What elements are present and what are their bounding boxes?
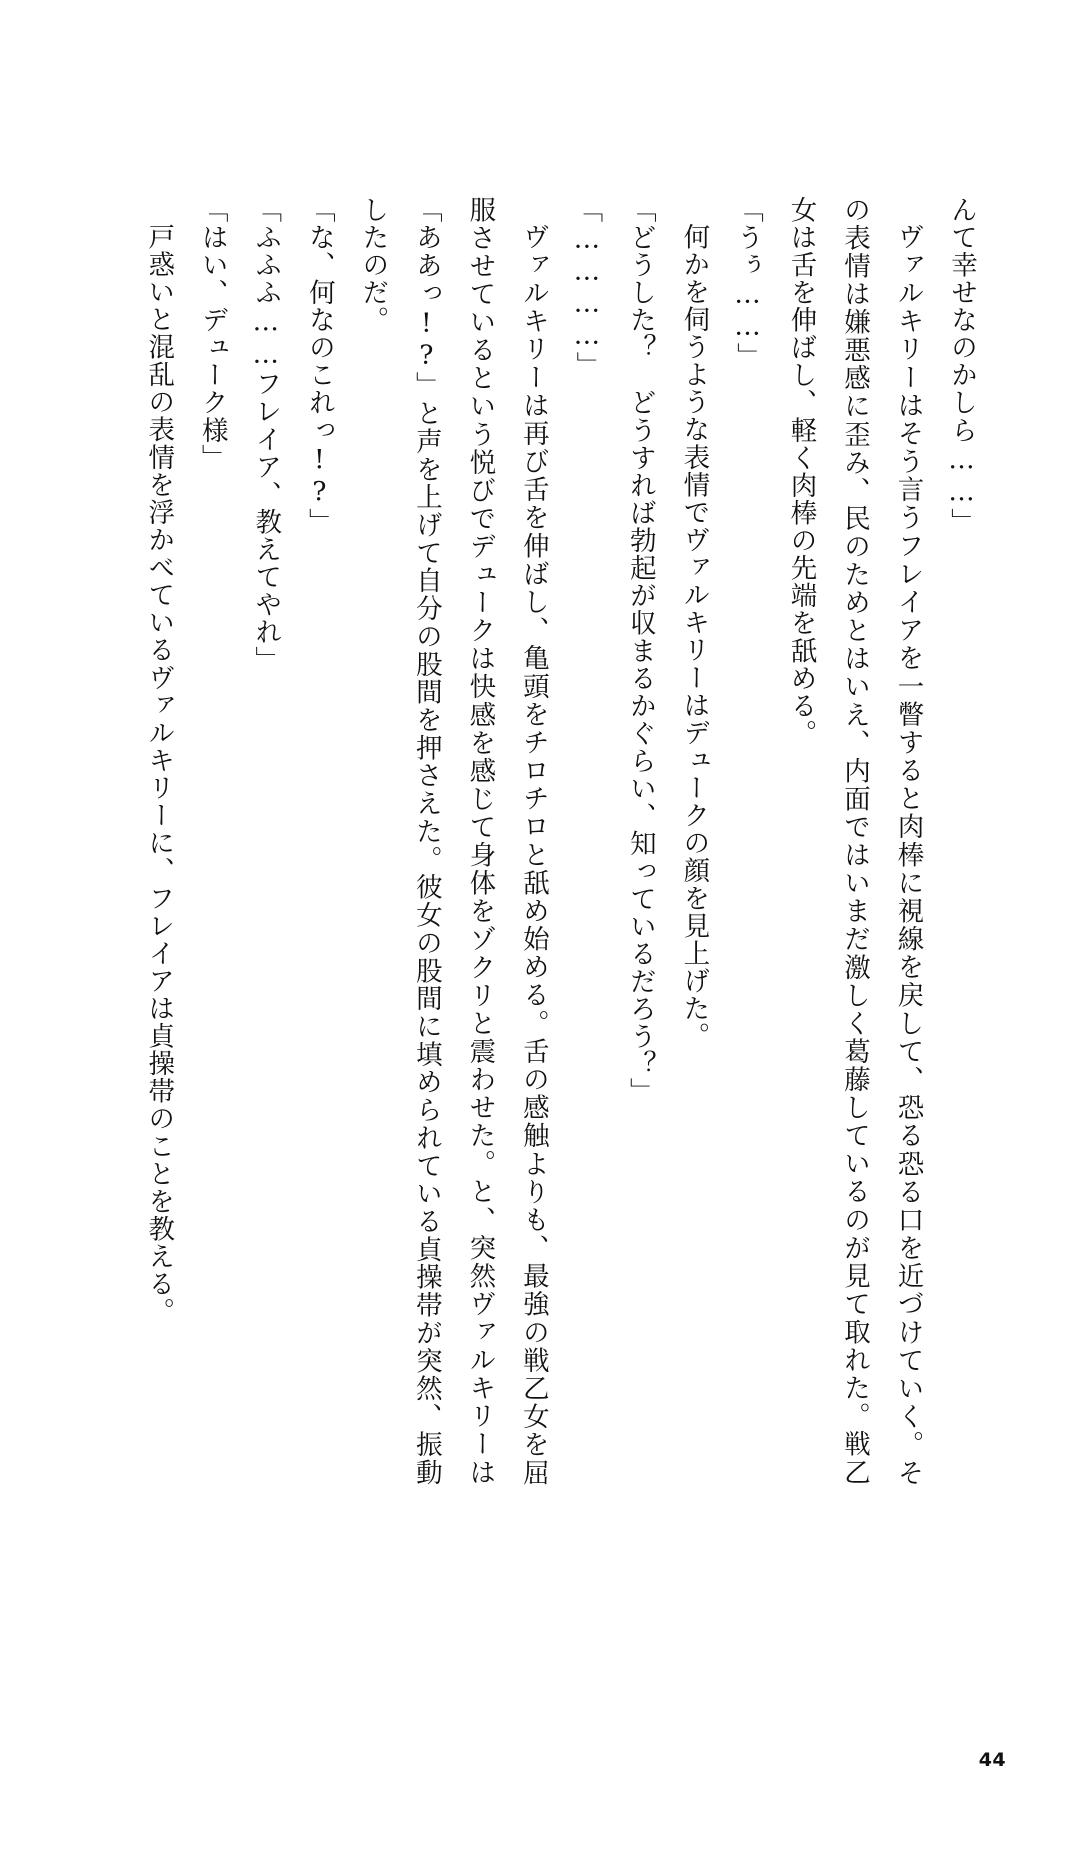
paragraph: 「ふふふ……フレイア、教えてやれ」 <box>250 196 282 674</box>
paragraph: 「はい、デューク様」 <box>196 196 228 472</box>
paragraph: 何かを伺うような表情でヴァルキリーはデュークの顔を見上げた。 <box>678 222 710 1050</box>
paragraph: 「…………」 <box>571 196 603 380</box>
body-text-vertical <box>110 196 988 1486</box>
paragraph: ヴァルキリーは再び舌を伸ばし、亀頭をチロチロと舐め始める。舌の感触よりも、最強の戦乙女を屈服させているという悦びでデュークは快感を感じて身体をゾクリと震わせた。と、突然ヴァルキリーは「ああっ!?」と声を上げて自分の股間を押さえた。彼女の股間に填められている貞操帯が突然、振動したのだ。 <box>357 196 549 1486</box>
paragraph: 戸惑いと混乱の表情を浮かべているヴァルキリーに、フレイアは貞操帯のことを教える。 <box>143 222 175 1325</box>
page-number: 44 <box>978 1749 1006 1771</box>
paragraph: 「どうした？ どうすれば勃起が収まるかぐらい、知っているだろう？」 <box>624 196 656 1106</box>
paragraph: 「な、何なのこれっ!?」 <box>303 196 335 536</box>
paragraph: んて幸せなのかしら……」 <box>946 196 977 536</box>
paragraph: 「うぅ……」 <box>731 196 763 371</box>
paragraph: ヴァルキリーはそう言うフレイアを一瞥すると肉棒に視線を戻して、恐る恐る口を近づけていく。その表情は嫌悪感に歪み、民のためとはいえ、内面ではいまだ激しく葛藤しているのが見て取れた。戦乙女は舌を伸ばし、軽く肉棒の先端を舐める。 <box>785 196 924 1486</box>
